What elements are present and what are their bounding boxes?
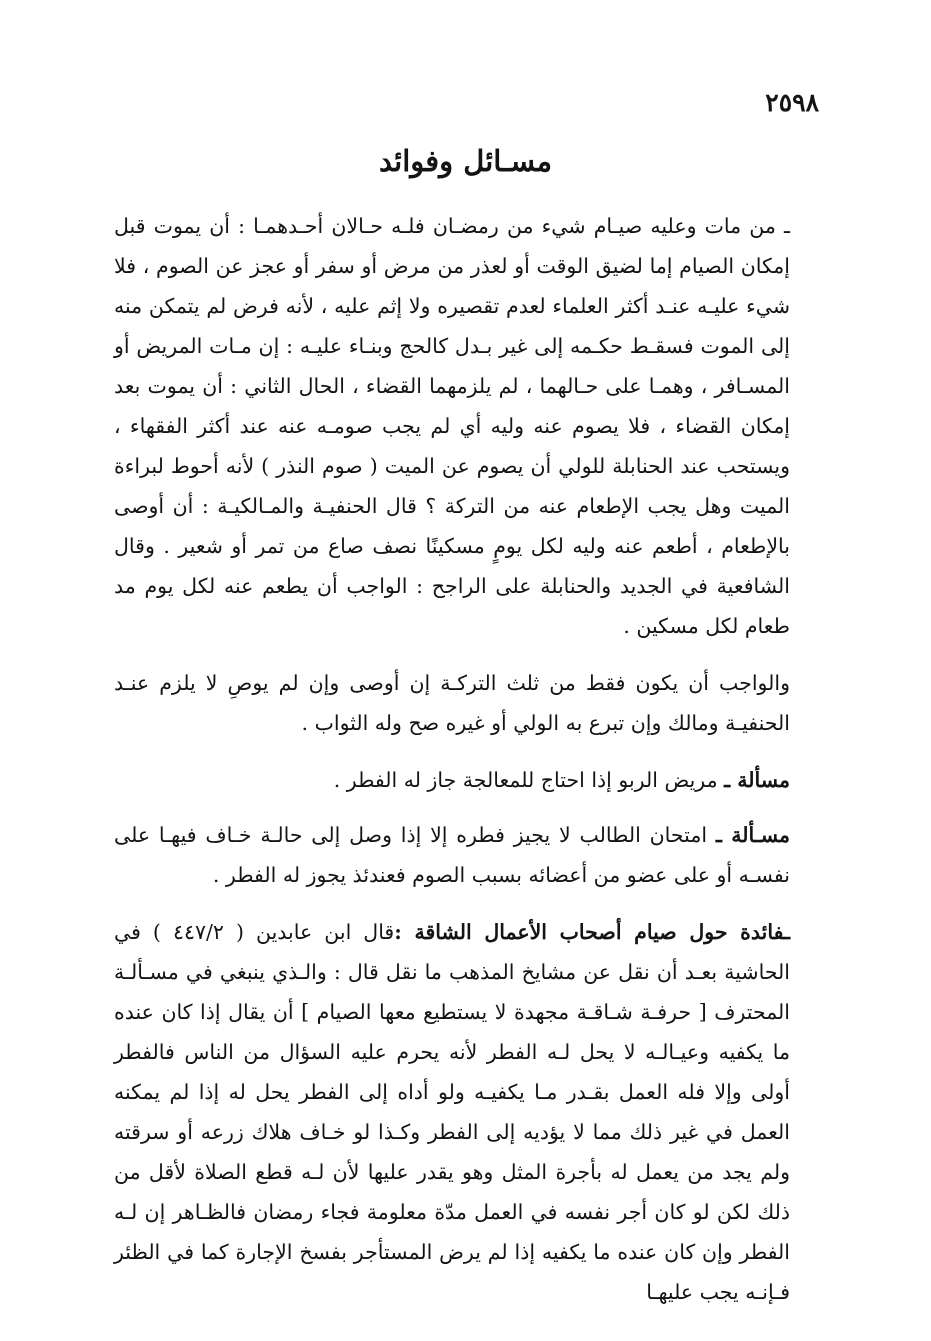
body-text	[114, 206, 790, 1329]
paragraph-lead: مسألة ـ	[724, 768, 790, 792]
paragraph-text: قال ابن عابدين ( ٤٤٧/٢ ) في الحاشية بعـد أن نقل عن مشايخ المذهب ما نقل قال : والـذي ينبغي في مسـألـة المحترف [ حرفـة شـاقـة مجهدة لا يستطيع معها الصيام ] أن يقال إذا كان عنده ما يكفيه وعيـالـه لا يحل لـه الفطر لأنه يحرم عليه السؤال من الناس فالفطر أولى وإلا فله العمل بقـدر مـا يكفيـه ولو أداه إلى الفطر يحل له إذا لم يمكنه العمل في غير ذلك مما لا يؤديه إلى الفطر وكـذا لو خـاف هلاك زرعه أو سرقته ولم يجد من يعمل له بأجرة المثل وهو يقدر عليها لأن لـه قطع الصلاة لأقل من ذلك لكن لو كان أجر نفسه في العمل مدّة معلومة فجاء رمضان فالظـاهر إن لـه الفطر وإن كان عنده ما يكفيه إذا لم يرض المستأجر بفسخ الإجارة كما في الظئر فـإنـه يجب عليهـا	[114, 920, 791, 1304]
paragraph-bequest-third	[114, 663, 790, 743]
page-number: ٢٥٩٨	[765, 88, 819, 117]
paragraph-hard-labor-benefit	[114, 912, 790, 1312]
paragraph-lead: ـفائدة حول صيام أصحاب الأعمال الشاقة :	[394, 920, 790, 944]
paragraph-asthma-issue	[114, 760, 790, 800]
paragraph-text: امتحان الطالب لا يجيز فطره إلا إذا وصل إلى حالـة خـاف فيهـا على نفسـه أو على عضو من أعضائه بسبب الصوم فعندئذ يجوز له الفطر .	[114, 823, 790, 887]
paragraph-lead: مسـألة ـ	[715, 823, 790, 847]
paragraph-text: والواجب أن يكون فقط من ثلث التركـة إن أوصى وإن لم يوصِ لا يلزم عنـد الحنفيـة ومالك وإن تبرع به الولي أو غيره صح وله الثواب .	[114, 671, 790, 735]
paragraph-text: مريض الربو إذا احتاج للمعالجة جاز له الفطر .	[333, 768, 725, 792]
section-title: مسـائل وفوائد	[378, 144, 553, 178]
paragraph-exam-issue	[114, 815, 790, 895]
paragraph-text: ـ من مات وعليه صيـام شيء من رمضـان فلـه حـالان أحـدهمـا : أن يموت قبل إمكان الصيام إما لضيق الوقت أو لعذر من مرض أو سفر أو عجز عن الصوم ، فلا شيء عليـه عنـد أكثر العلماء لعدم تقصيره ولا إثم عليه ، لأنه فرض لم يتمكن منه إلى الموت فسقـط حكـمه إلى غير بـدل كالحج وبنـاء عليـه : إن مـات المريض أو المسـافر ، وهمـا على حـالهما ، لم يلزمهما القضاء ، الحال الثاني : أن يموت بعد إمكان القضاء ، فلا يصوم عنه وليه أي لم يجب صومـه عنه عند أكثر الفقهاء ، ويستحب عند الحنابلة للولي أن يصوم عن الميت ( صوم النذر ) لأنه أحوط لبراءة الميت وهل يجب الإطعام عنه من التركة ؟ قال الحنفيـة والمـالكيـة : أن أوصى بالإطعام ، أطعم عنه وليه لكل يومٍ مسكينًا نصف صاع من تمر أو شعير . وقال الشافعية في الجديد والحنابلة على الراجح : الواجب أن يطعم عنه لكل يوم مد طعام لكل مسكين .	[114, 214, 790, 638]
paragraph-fasting-debt-of-deceased	[114, 206, 790, 646]
